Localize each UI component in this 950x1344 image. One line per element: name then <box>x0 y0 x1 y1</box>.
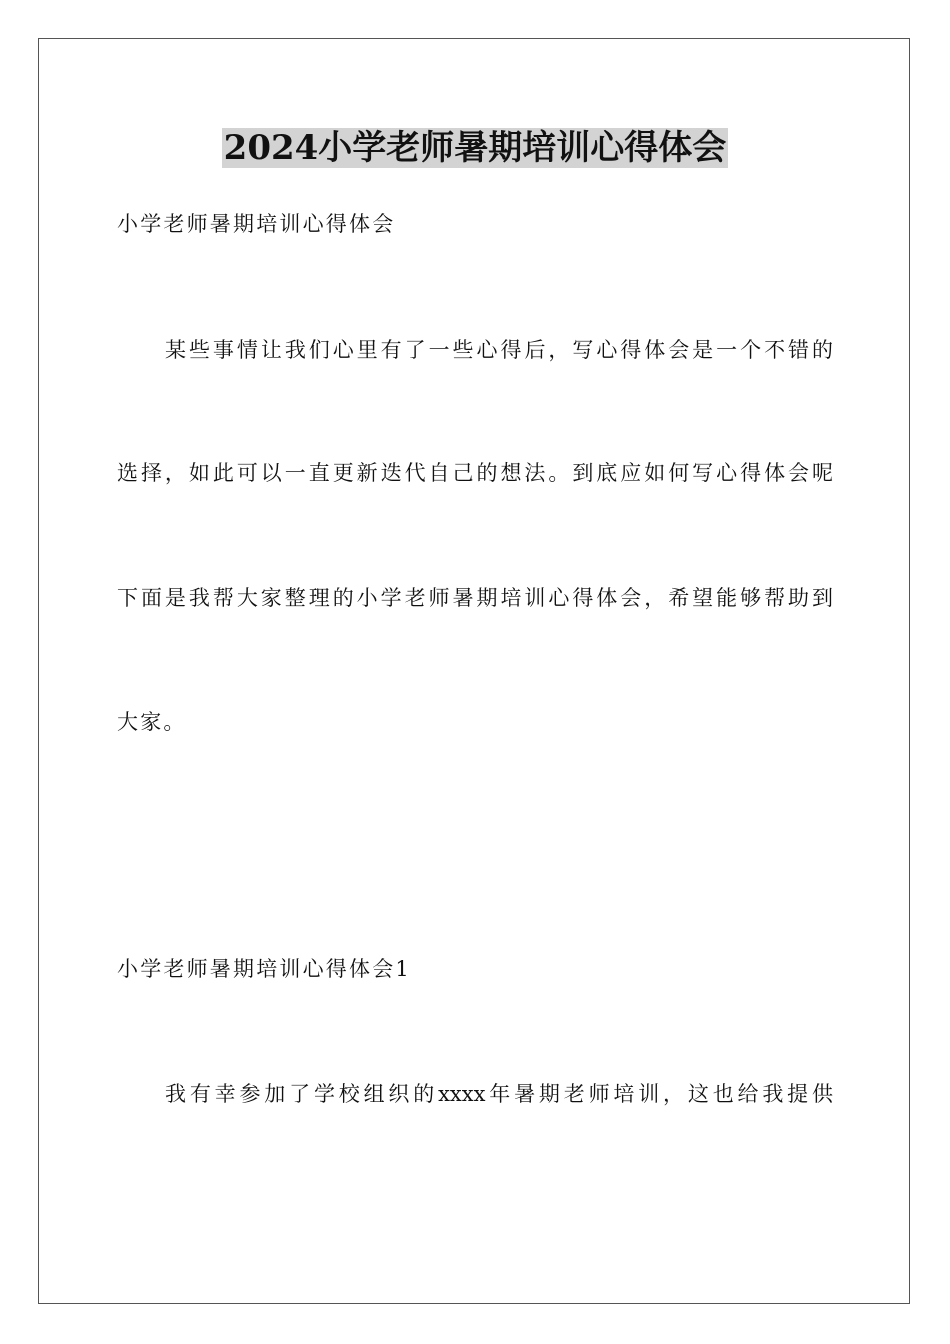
paragraph-line: 我有幸参加了学校组织的xxxx年暑期老师培训，这也给我提供 <box>165 1082 833 1106</box>
document-subtitle: 小学老师暑期培训心得体会 <box>117 212 396 236</box>
title-container <box>0 128 950 168</box>
document-title: 2024小学老师暑期培训心得体会 <box>223 128 727 168</box>
paragraph-line: 大家。 <box>117 710 187 734</box>
section-heading: 小学老师暑期培训心得体会1 <box>117 957 411 981</box>
paragraph-line: 下面是我帮大家整理的小学老师暑期培训心得体会，希望能够帮助到 <box>117 586 833 610</box>
paragraph-line: 选择，如此可以一直更新迭代自己的想法。到底应如何写心得体会呢 <box>117 461 833 485</box>
paragraph-line: 某些事情让我们心里有了一些心得后，写心得体会是一个不错的 <box>165 338 833 362</box>
